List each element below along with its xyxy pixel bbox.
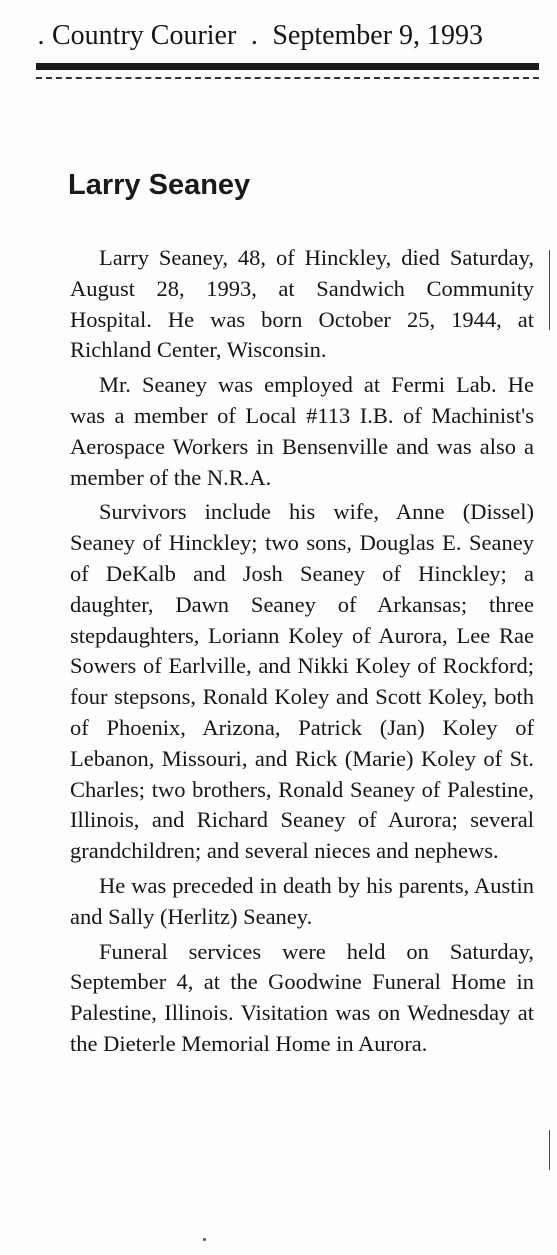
masthead-rule-thin xyxy=(36,77,539,79)
publication-date: September 9, 1993 xyxy=(272,20,484,51)
masthead-dot: . xyxy=(37,20,45,51)
masthead-rule-thick xyxy=(36,63,539,70)
masthead-separator: . xyxy=(250,20,258,51)
paragraph: He was preceded in death by his parents, Austin and Sally (Herlitz) Seaney. xyxy=(70,872,534,929)
publication-name: Country Courier xyxy=(52,20,237,51)
column-edge-mark xyxy=(549,1130,550,1170)
print-speck xyxy=(203,1238,206,1241)
obituary-body xyxy=(70,243,534,1064)
paragraph: Survivors include his wife, Anne (Dissel) Seaney of Hinckley; two sons, Douglas E. Seaney of DeKalb and Josh Seaney of Hinckley; a daughter, Dawn Seaney of Arkansas; three stepdaughters, Loriann Koley of Aurora, Lee Rae Sowers of Earlville, and Nikki Koley of Rockford; four stepsons, Ronald Koley and Scott Koley, both of Phoenix, Arizona, Patrick (Jan) Koley of Lebanon, Missouri, and Rick (Marie) Koley of St. Charles; two brothers, Ronald Seaney of Palestine, Illinois, and Richard Seaney of Aurora; several grandchildren; and several nieces and nephews. xyxy=(70,499,534,864)
paragraph: Funeral services were held on Saturday, September 4, at the Goodwine Funeral Home in Palestine, Illinois. Visitation was on Wednesday at the Dieterle Memorial Home in Aurora. xyxy=(70,938,534,1056)
paragraph: Mr. Seaney was employed at Fermi Lab. He was a member of Local #113 I.B. of Machinist's Aerospace Workers in Bensenville and was also a member of the N.R.A. xyxy=(70,372,534,490)
masthead xyxy=(30,18,540,54)
column-edge-mark xyxy=(549,250,550,330)
paragraph: Larry Seaney, 48, of Hinckley, died Saturday, August 28, 1993, at Sandwich Community Hospital. He was born October 25, 1944, at Richland Center, Wisconsin. xyxy=(70,245,534,363)
obituary-headline: Larry Seaney xyxy=(68,169,251,201)
